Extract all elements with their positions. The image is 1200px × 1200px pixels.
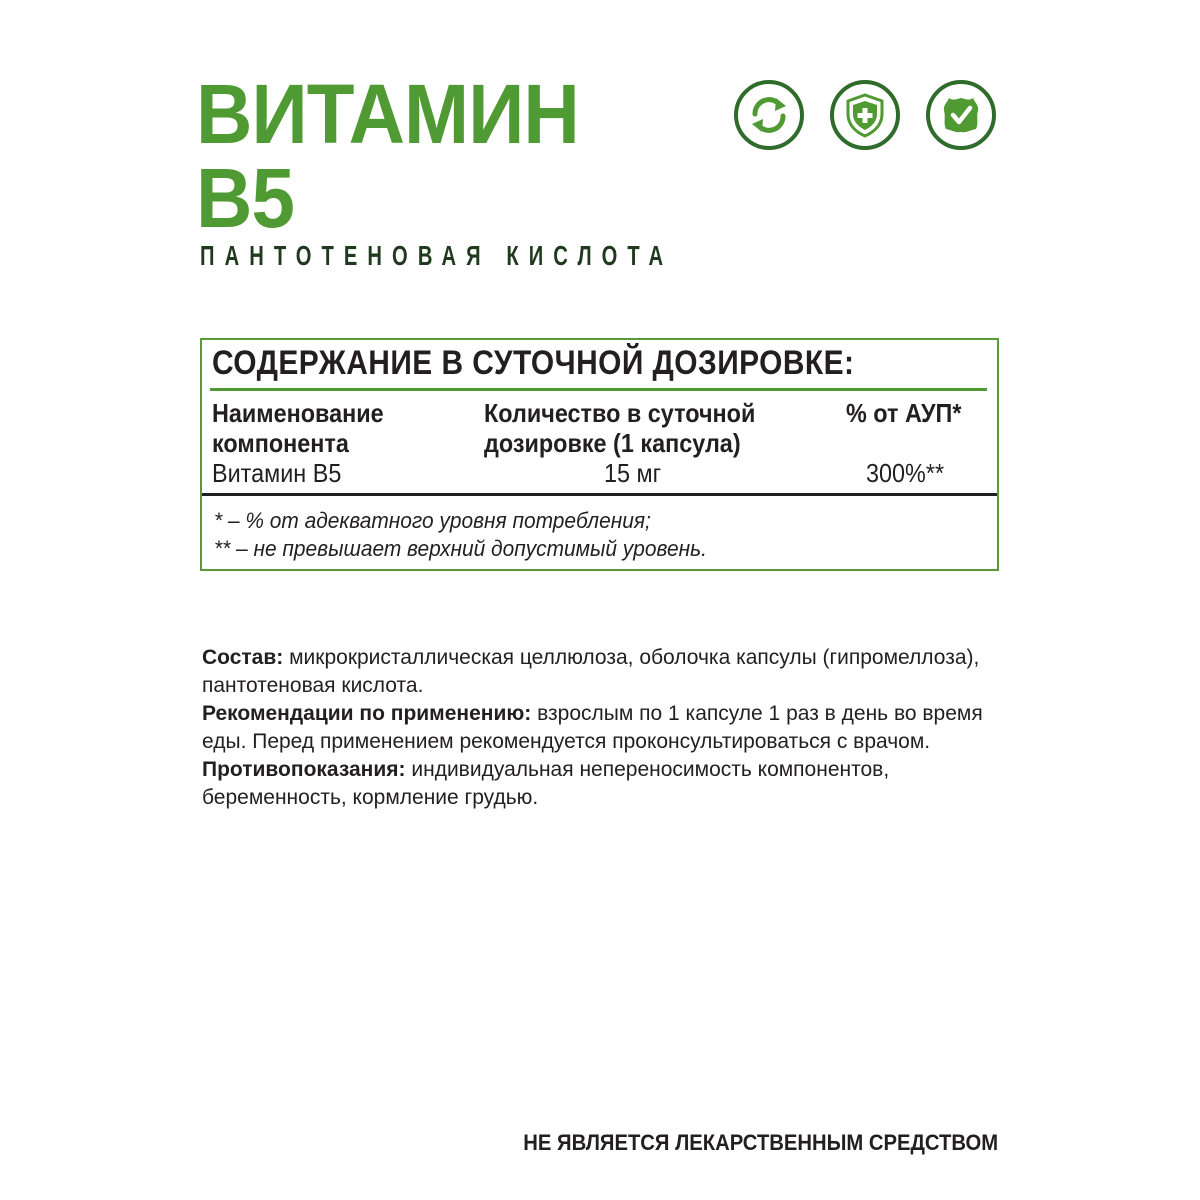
row-name: Витамин B5 (212, 458, 342, 488)
contra-label: Противопоказания: (202, 758, 406, 781)
product-title-line1: ВИТАМИН (196, 67, 579, 161)
composition (202, 644, 1002, 700)
divider (210, 388, 987, 391)
disclaimer: НЕ ЯВЛЯЕТСЯ ЛЕКАРСТВЕННЫМ СРЕДСТВОМ (523, 1130, 998, 1155)
product-title-line2: B5 (196, 151, 295, 245)
row-percent: 300%** (866, 458, 945, 488)
dosage-table (200, 338, 999, 571)
refresh-arrows-icon (734, 80, 804, 150)
contraindications (202, 756, 1002, 812)
usage-text: взрослым по 1 капсуле 1 раз в день во время еды. Перед применением рекомендуется проконсультироваться с врачом. (202, 702, 983, 753)
leather-check-icon (926, 80, 996, 150)
column-header-amount-line1: Количество в суточной (484, 398, 756, 428)
product-title (196, 67, 579, 245)
footnote: * – % от адекватного уровня потребления; (214, 508, 651, 533)
shield-plus-icon (830, 80, 900, 150)
usage-recommendations (202, 700, 1002, 756)
column-header-name (212, 398, 384, 458)
product-subtitle: ПАНТОТЕНОВАЯ КИСЛОТА (200, 240, 674, 271)
column-header-name-line2: компонента (212, 428, 349, 458)
divider (202, 493, 997, 496)
footnote: ** – не превышает верхний допустимый уровень. (214, 536, 707, 561)
contra-text: индивидуальная непереносимость компонентов, беременность, кормление грудью. (202, 758, 890, 809)
column-header-name-line1: Наименование (212, 398, 384, 428)
column-header-amount (484, 398, 755, 458)
column-header-percent: % от АУП* (846, 398, 962, 428)
composition-label: Состав: (202, 646, 284, 669)
row-amount: 15 мг (604, 458, 662, 488)
usage-label: Рекомендации по применению: (202, 702, 532, 725)
product-info (202, 644, 1002, 812)
column-header-amount-line2: дозировке (1 капсула) (484, 428, 741, 458)
dosage-heading: СОДЕРЖАНИЕ В СУТОЧНОЙ ДОЗИРОВКЕ: (212, 344, 855, 382)
composition-text: микрокристаллическая целлюлоза, оболочка капсулы (гипромеллоза), пантотеновая кислота. (202, 646, 980, 697)
badge-row (734, 80, 996, 150)
